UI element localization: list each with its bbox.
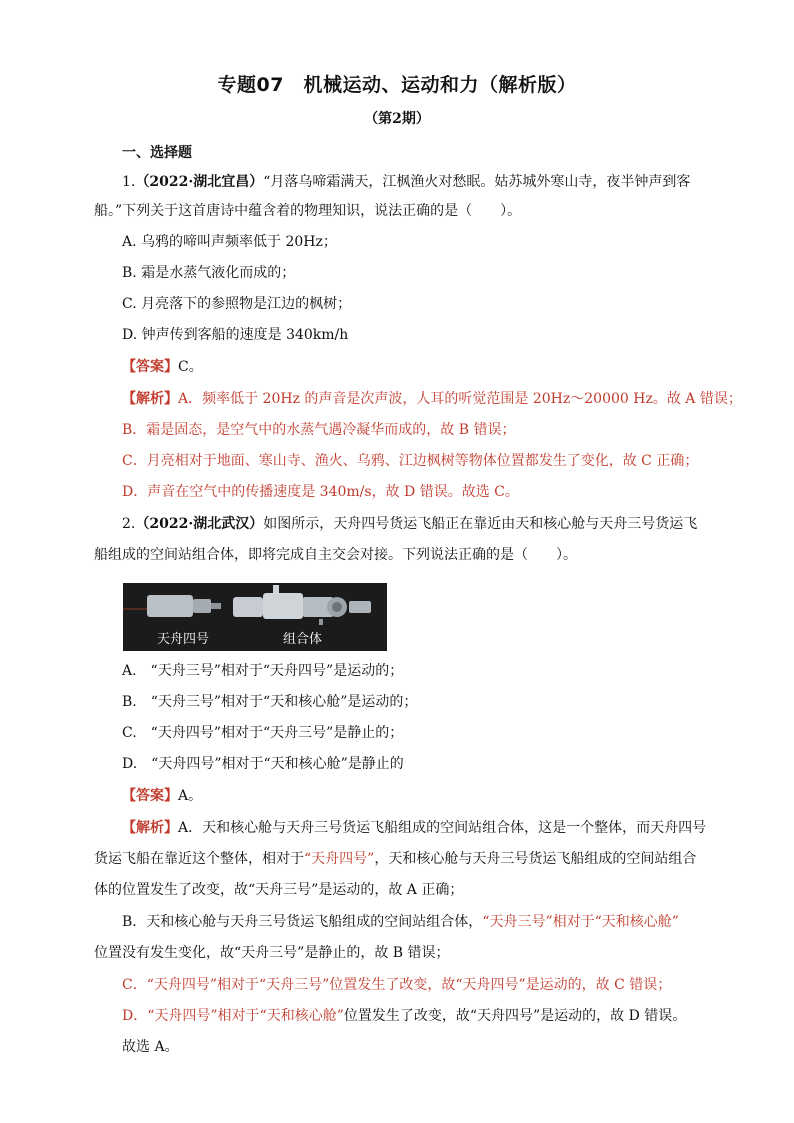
q1-number: 1. [122, 174, 136, 190]
space-station-figure [123, 583, 387, 651]
q2-analysis-tag: 【解析】 [122, 820, 178, 836]
q2-option-c: C. “天舟四号”相对于“天舟三号”是静止的； [122, 725, 404, 741]
q1-analysis-d: D．声音在空气中的传播速度是 340m/s，故 D 错误。故选 C。 [122, 484, 519, 500]
q2-analysis-a2-pre: 货运飞船在靠近这个整体，相对于 [94, 851, 304, 867]
q2-stem-text-1: 如图所示，天舟四号货运飞船正在靠近由天和核心舱与天舟三号货运飞 [263, 516, 698, 532]
q1-option-b: B. 霜是水蒸气液化而成的； [122, 265, 296, 281]
q2-analysis-a2-post: ，天和核心舱与天舟三号货运飞船组成的空间站组合 [374, 851, 697, 867]
figure-label-tianzhou4: 天舟四号 [157, 632, 210, 647]
q2-conclusion: 故选 A。 [122, 1039, 179, 1055]
q1-stem-text-1: “月落乌啼霜满天，江枫渔火对愁眠。姑苏城外寒山寺，夜半钟声到客 [263, 174, 691, 190]
q2-analysis-c: C．“天舟四号”相对于“天舟三号”位置发生了改变，故“天舟四号”是运动的，故 C 错误； [122, 977, 672, 993]
figure-label-combined: 组合体 [283, 632, 323, 647]
q2-answer-value: A。 [178, 788, 203, 804]
q2-number: 2. [122, 516, 136, 532]
q2-analysis-b-line-1 [122, 912, 679, 932]
q1-answer-tag: 【答案】 [122, 359, 178, 375]
q1-option-c: C. 月亮落下的参照物是江边的枫树； [122, 296, 352, 312]
document-subtitle: （第2期） [364, 111, 430, 127]
q2-source: （2022·湖北武汉） [135, 516, 264, 532]
q1-option-d: D. 钟声传到客船的速度是 340km/h [122, 327, 349, 343]
combined-station-body [233, 597, 263, 617]
q1-analysis-tag: 【解析】 [122, 391, 178, 407]
q2-stem-line-2: 船组成的空间站组合体，即将完成自主交会对接。下列说法正确的是（ ）。 [94, 547, 577, 563]
q2-analysis-a1-text: A．天和核心舱与天舟三号货运飞船组成的空间站组合体，这是一个整体，而天舟四号 [178, 820, 707, 836]
q1-analysis-b: B．霜是固态，是空气中的水蒸气遇冷凝华而成的，故 B 错误； [122, 422, 516, 438]
tianzhou-4-body [147, 595, 193, 617]
q1-analysis-a [122, 389, 742, 409]
q2-analysis-d-post: 位置发生了改变，故“天舟四号”是运动的，故 D 错误。 [343, 1008, 687, 1024]
q2-analysis-a-line-2 [94, 849, 696, 869]
q2-analysis-d [122, 1006, 686, 1026]
q2-stem-line-1 [122, 514, 697, 534]
q1-answer-value: C。 [178, 359, 203, 375]
q1-analysis-a-text: A．频率低于 20Hz 的声音是次声波，人耳的听觉范围是 20Hz～20000 Hz。故 A 错误； [178, 391, 742, 407]
q2-analysis-a2-red: “天舟四号” [304, 851, 375, 867]
q1-stem-line-2: 船。”下列关于这首唐诗中蕴含着的物理知识，说法正确的是（ ）。 [94, 203, 522, 219]
q1-stem-line-1 [122, 172, 690, 192]
q2-analysis-b1-red: “天舟三号”相对于“天和核心舱” [482, 914, 679, 930]
q2-analysis-a-line-3: 体的位置发生了改变，故“天舟三号”是运动的，故 A 正确； [94, 882, 464, 898]
q2-answer-tag: 【答案】 [122, 788, 178, 804]
q1-analysis-c: C．月亮相对于地面、寒山寺、渔火、乌鸦、江边枫树等物体位置都发生了变化，故 C 正确； [122, 453, 699, 469]
document-title: 专题07 机械运动、运动和力（解析版） [217, 74, 577, 96]
q1-option-a: A. 乌鸦的啼叫声频率低于 20Hz； [122, 234, 337, 250]
q2-option-b: B. “天舟三号”相对于“天和核心舱”是运动的； [122, 694, 418, 710]
q2-answer [122, 786, 202, 806]
q2-option-a: A. “天舟三号”相对于“天舟四号”是运动的； [122, 663, 404, 679]
section-heading: 一、选择题 [122, 145, 192, 161]
q2-analysis-a-line-1 [122, 818, 706, 838]
q2-analysis-b1-pre: B．天和核心舱与天舟三号货运飞船组成的空间站组合体， [122, 914, 483, 930]
q2-analysis-b-line-2: 位置没有发生变化，故“天舟三号”是静止的，故 B 错误； [94, 945, 450, 961]
q2-analysis-d-red: D．“天舟四号”相对于“天和核心舱” [122, 1008, 344, 1024]
q2-option-d: D. “天舟四号”相对于“天和核心舱”是静止的 [122, 756, 404, 772]
q1-answer [122, 357, 203, 377]
q1-source: （2022·湖北宜昌） [135, 174, 264, 190]
